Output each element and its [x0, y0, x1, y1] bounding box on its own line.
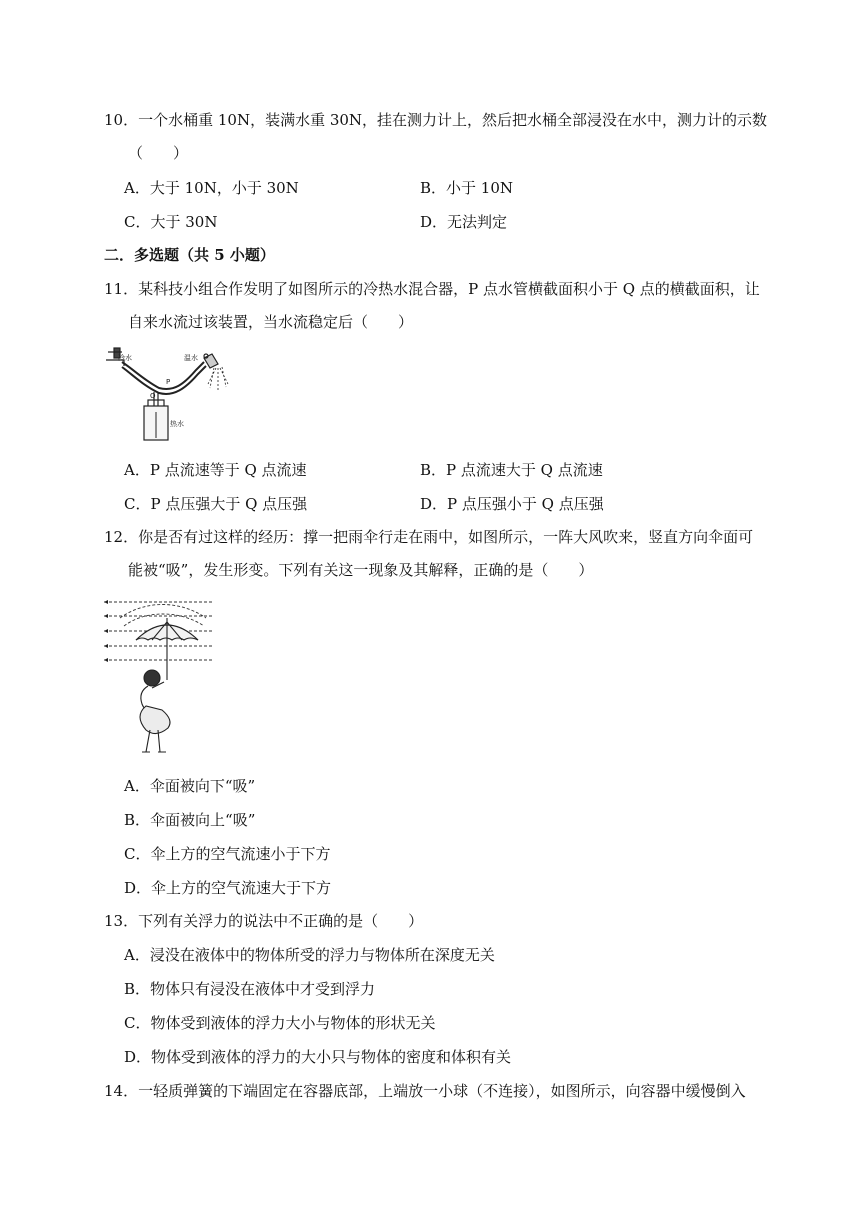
q10-option-c: C．大于 30N: [124, 213, 218, 231]
q11-option-a: A．P 点流速等于 Q 点流速: [124, 461, 307, 479]
q13-option-d: D．物体受到液体的浮力的大小只与物体的密度和体积有关: [124, 1048, 512, 1066]
mixer-label-cold: 冷水: [118, 354, 132, 362]
mixer-label-q: Q: [150, 392, 156, 400]
section-title-multiple-choice: 二．多选题（共 5 小题）: [104, 246, 275, 264]
mixer-label-p: P: [166, 378, 171, 386]
q10-option-b: B．小于 10N: [420, 179, 514, 197]
umbrella-figure: [100, 596, 216, 760]
q11-stem-line1: 11．某科技小组合作发明了如图所示的冷热水混合器，P 点水管横截面积小于 Q 点的横截面积，让: [104, 280, 760, 298]
q11-stem-line2: 自来水流过该装置，当水流稳定后（ ）: [128, 313, 414, 331]
q10-option-a: A．大于 10N，小于 30N: [124, 179, 299, 197]
mixer-label-hot: 热水: [170, 420, 184, 428]
q10-option-d: D．无法判定: [420, 213, 508, 231]
q10-stem: 10．一个水桶重 10N，装满水重 30N，挂在测力计上，然后把水桶全部浸没在水中，测力计的示数: [104, 111, 768, 129]
q14-stem: 14．一轻质弹簧的下端固定在容器底部，上端放一小球（不连接），如图所示，向容器中缓慢倒入: [104, 1082, 746, 1100]
q11-option-d: D．P 点压强小于 Q 点压强: [420, 495, 604, 513]
q12-option-c: C．伞上方的空气流速小于下方: [124, 845, 331, 863]
q11-option-b: B．P 点流速大于 Q 点流速: [420, 461, 603, 479]
mixer-label-warm: 温水: [184, 354, 198, 362]
q13-option-b: B．物体只有浸没在液体中才受到浮力: [124, 980, 376, 998]
q12-stem-line2: 能被“吸”，发生形变。下列有关这一现象及其解释，正确的是（ ）: [128, 561, 594, 579]
mixer-figure: [104, 340, 234, 442]
q11-option-c: C．P 点压强大于 Q 点压强: [124, 495, 308, 513]
q10-answer-paren: （ ）: [128, 144, 189, 162]
q12-option-d: D．伞上方的空气流速大于下方: [124, 879, 332, 897]
q13-option-c: C．物体受到液体的浮力大小与物体的形状无关: [124, 1014, 436, 1032]
q12-stem-line1: 12．你是否有过这样的经历：撑一把雨伞行走在雨中，如图所示，一阵大风吹来，竖直方向伞面可: [104, 528, 754, 546]
q13-option-a: A．浸没在液体中的物体所受的浮力与物体所在深度无关: [124, 946, 495, 964]
q12-option-b: B．伞面被向上“吸”: [124, 811, 256, 829]
q13-stem: 13．下列有关浮力的说法中不正确的是（ ）: [104, 912, 424, 930]
q12-option-a: A．伞面被向下“吸”: [124, 777, 256, 795]
